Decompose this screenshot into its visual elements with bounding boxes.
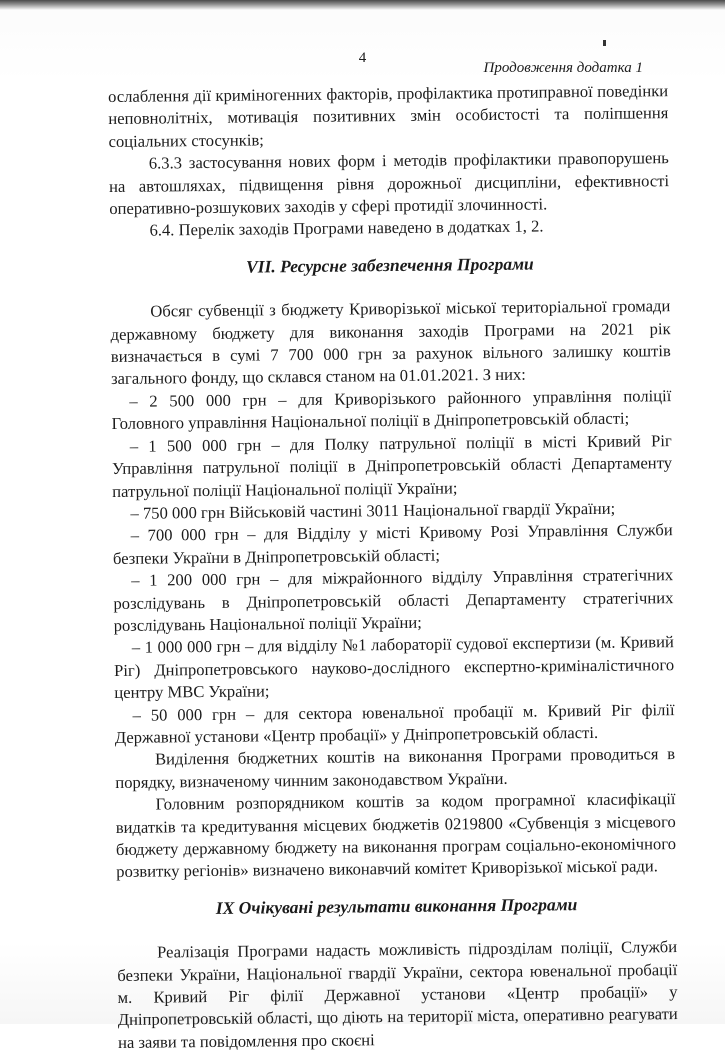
scan-mark (603, 40, 606, 46)
continuation-label: Продовження додатка 1 (483, 60, 643, 76)
paragraph: ослаблення дії криміногенних факторів, профілактика протиправної поведінки неповнолітніх, мотивація позитивних змін особистості та поліпшення соціальних стосунків; (108, 81, 669, 151)
list-item: – 1 500 000 грн – для Полку патрульної поліції в місті Кривий Ріг Управління патрульної поліції в Дніпропетровській області Департаменту патрульної поліції Національної поліції України; (111, 430, 673, 501)
list-item: – 1 200 000 грн – для міжрайонного відділу Управління стратегічних розслідувань в Дніпропетровській області Департаменту стратегічних розслідувань Національної поліції України; (113, 565, 674, 635)
paragraph: 6.3.3 застосування нових форм і методів профілактики правопорушень на автошляхах, підвищення рівня дорожньої дисципліни, ефективності оперативно-розшукових заходів у сфері протидії злочинності. (108, 148, 670, 219)
list-item: – 50 000 грн – для сектора ювенальної пробації м. Кривий Ріг філії Державної установи «Центр пробації» у Дніпропетровській області. (114, 699, 675, 747)
paragraph: Головним розпорядником коштів за кодом програмної класифікації видатків та кредитування місцевих бюджетів 0219800 «Субвенція з місцевого бюджету державному бюджету на виконання програм соціально-економічного розвитку регіонів» визначено виконавчий комітет Криворізької міської ради. (115, 789, 677, 882)
document-body (108, 80, 678, 1054)
paragraph: Реалізація Програми надасть можливість підрозділам поліції, Служби безпеки України, Національної гвардії України, сектора ювенальної пробації м. Кривий Ріг філії Державної установи «Центр пробації» у Дніпропетровській області, що діють на території міста, оперативно реагувати на заяви та повідомлення про скоєні (117, 937, 678, 1052)
paragraph: 6.4. Перелік заходів Програми наведено в додатках 1, 2. (149, 216, 544, 241)
list-item: – 700 000 грн – для Відділу у місті Кривому Розі Управління Служби безпеки України в Дніпропетровській області; (112, 520, 673, 568)
section-heading: VII. Ресурсне забезпечення Програми (245, 253, 534, 277)
list-item: – 1 000 000 грн – для відділу №1 лабораторії судової експертизи (м. Кривий Ріг) Дніпропетровського науково-дослідного експертно-криміналістичного центру МВС України; (114, 632, 675, 703)
paragraph: Обсяг субвенції з бюджету Криворізької міської територіальної громади державному бюджету для виконання заходів Програми на 2021 рік визначається в сумі 7 700 000 грн за рахунок вільного залишку коштів загального фонду, що склався станом на 01.01.2021. З них: (110, 296, 671, 389)
list-item: – 750 000 грн Військовій частині 3011 Національної гвардії України; (130, 498, 616, 523)
page-number: 4 (358, 50, 367, 66)
scan-edge (0, 0, 725, 10)
list-item: – 2 500 000 грн – для Криворізького районного управління поліції Головного управління Національної поліції в Дніпропетровській області; (111, 385, 672, 434)
paragraph: Виділення бюджетних коштів на виконання Програми проводиться в порядку, визначеному чинним законодавством України. (115, 744, 676, 792)
section-heading: IX Очікувані результати виконання Програми (215, 893, 578, 918)
